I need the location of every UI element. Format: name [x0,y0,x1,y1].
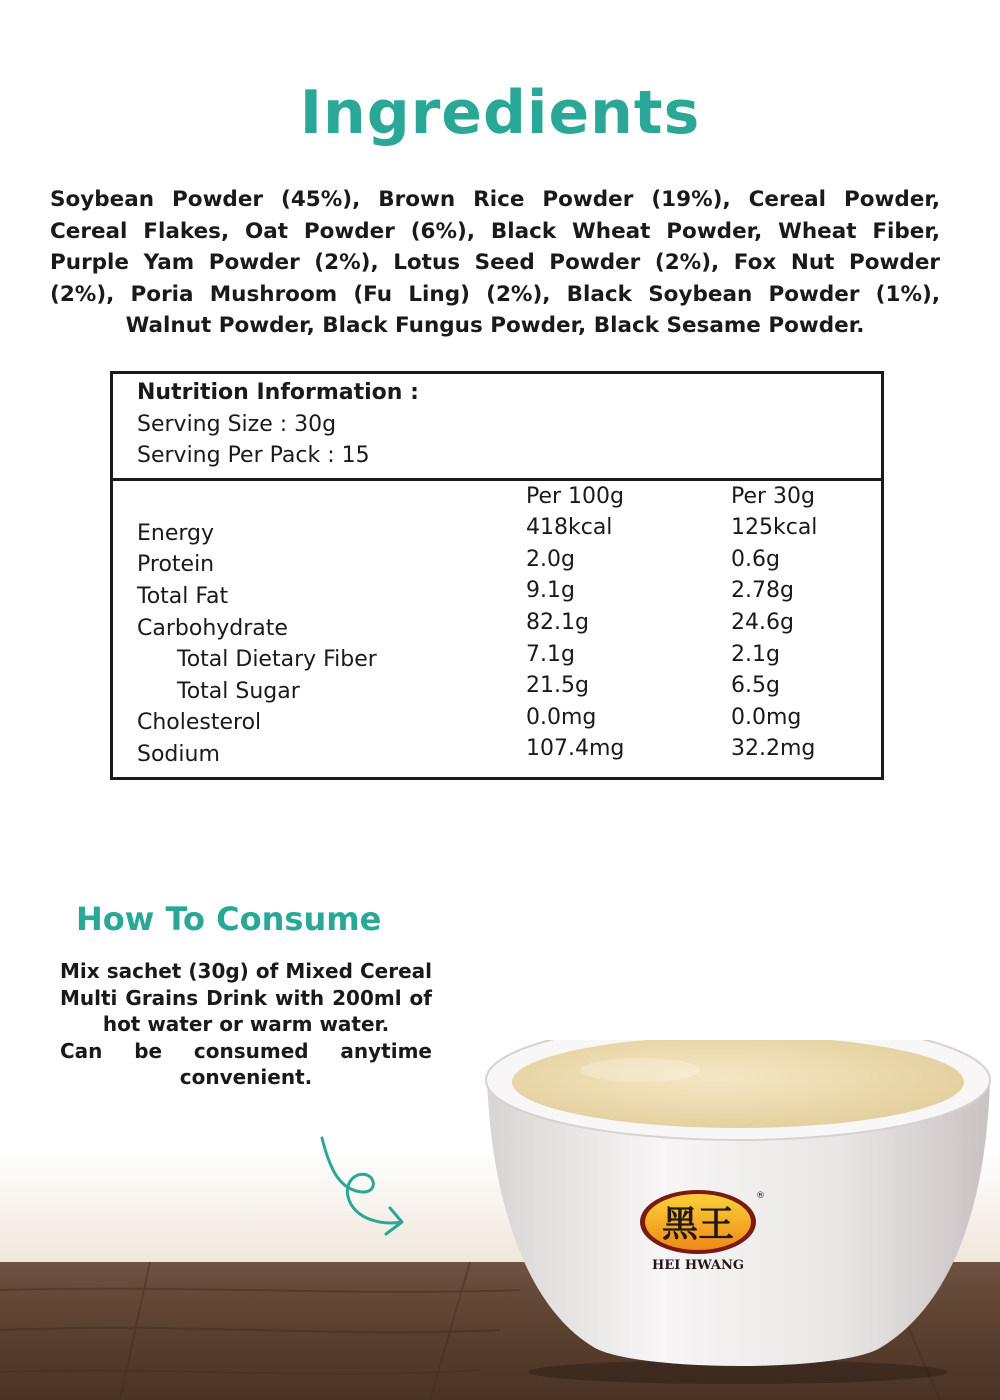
row-total-sugar-per100: 21.5g [526,673,589,698]
row-carbohydrate-per30: 24.6g [731,610,794,635]
row-sodium-per100: 107.4mg [526,736,625,761]
brand-name: HEI HWANG [652,1258,744,1273]
row-total-sugar-per30: 6.5g [731,673,780,698]
serving-per-pack: Serving Per Pack : 15 [137,443,370,468]
row-energy-name: Energy [137,521,215,546]
row-dietary-fiber-per30: 2.1g [731,642,780,667]
row-total-fat-per100: 9.1g [526,578,575,603]
row-protein-per100: 2.0g [526,547,575,572]
consume-note: Can be consumed anytime convenient. [60,1038,432,1089]
drink-highlight [580,1058,700,1082]
column-header-per100: Per 100g [526,484,625,509]
consume-instruction: Mix sachet (30g) of Mixed Cereal Multi Grains Drink with 200ml of hot water or warm water. [60,959,432,1036]
row-sodium-name: Sodium [137,742,220,767]
row-sodium-per30: 32.2mg [731,736,816,761]
row-total-sugar-name: Total Sugar [177,679,300,704]
row-carbohydrate-name: Carbohydrate [137,616,288,641]
ingredients-text: Soybean Powder (45%), Brown Rice Powder (19%), Cereal Powder, Cereal Flakes, Oat Powder (6%), Black Wheat Powder, Wheat Fiber, Purple Yam Powder (2%), Lotus Seed Powder (2%), Fox Nut Powder (2%), Poria Mushroom (Fu Ling) (2%), Black Soybean Powder (1%), Walnut Powder, Black Fungus Powder, Black Sesame Powder. [50,187,940,338]
how-to-consume-title: How To Consume [76,900,382,938]
cup-drink [512,1040,964,1128]
row-cholesterol-name: Cholesterol [137,710,262,735]
nutrition-heading: Nutrition Information : [137,380,419,405]
ingredients-title: Ingredients [299,78,701,148]
serving-size: Serving Size : 30g [137,412,337,437]
row-carbohydrate-per100: 82.1g [526,610,589,635]
cup-scene [0,1040,1000,1400]
brand-chinese: 黑王 [661,1204,735,1245]
brand-registered: ® [756,1191,765,1201]
row-energy-per100: 418kcal [526,515,613,540]
row-total-fat-per30: 2.78g [731,578,794,603]
row-dietary-fiber-name: Total Dietary Fiber [177,647,377,672]
row-protein-name: Protein [137,552,215,577]
nutrition-header [113,374,881,481]
nutrition-table [110,371,884,780]
row-dietary-fiber-per100: 7.1g [526,642,575,667]
row-cholesterol-per100: 0.0mg [526,705,597,730]
column-header-per30: Per 30g [731,484,816,509]
row-cholesterol-per30: 0.0mg [731,705,802,730]
row-protein-per30: 0.6g [731,547,780,572]
row-energy-per30: 125kcal [731,515,818,540]
row-total-fat-name: Total Fat [137,584,229,609]
